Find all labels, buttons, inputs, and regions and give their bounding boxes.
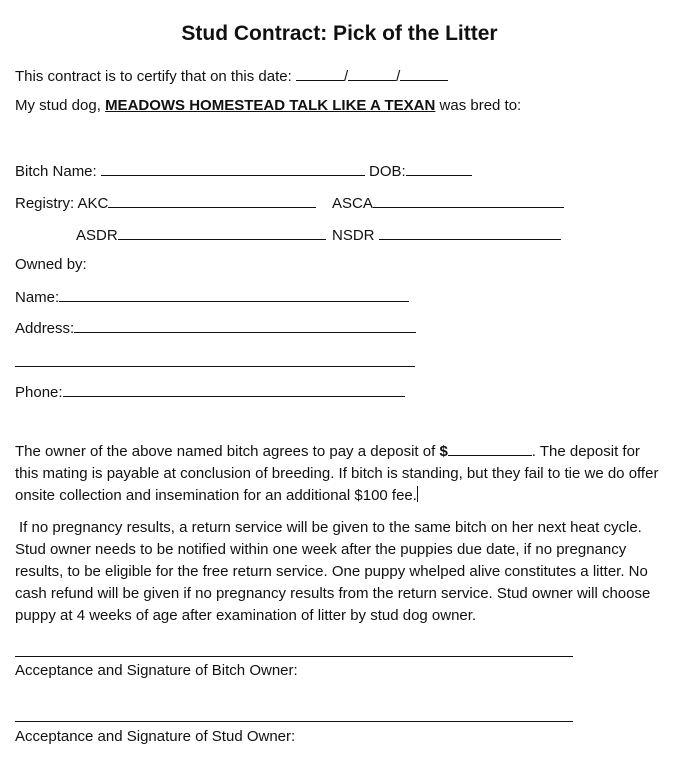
phone-blank[interactable] <box>63 382 405 397</box>
address-blank[interactable] <box>74 318 416 333</box>
date-year-blank[interactable] <box>400 66 448 81</box>
return-service-paragraph: If no pregnancy results, a return service will be given to the same bitch on her next heat cycle. Stud owner needs to be notified within one week after the puppies due date, if no pregnancy results, to be eligible for the free return service. One puppy whelped alive constitutes a litter. No cash refund will be given if no pregnancy results from the return service. Stud owner will choose puppy at 4 weeks of age after examination of litter by stud dog owner. <box>15 519 651 624</box>
date-line <box>15 66 448 86</box>
address-line <box>15 318 416 338</box>
deposit-paragraph <box>15 441 665 507</box>
asca-label: ASCA <box>332 195 373 212</box>
stud-owner-signature-label: Acceptance and Signature of Stud Owner: <box>15 728 296 745</box>
stud-dog-name: MEADOWS HOMESTEAD TALK LIKE A TEXAN <box>105 97 436 114</box>
registry-label: Registry: <box>15 195 75 212</box>
asdr-label: ASDR <box>76 227 118 244</box>
deposit-text-end: . The deposit for this mating is payable at conclusion of breeding. If bitch is standing, but they fail to tie we do offer onsite collection and insemination for an additional $100 fee. <box>15 443 659 504</box>
name-label: Name: <box>15 289 60 306</box>
bitch-name-blank[interactable] <box>101 161 365 176</box>
stud-dog-label: My stud dog, <box>15 97 101 114</box>
stud-dog-line <box>15 97 521 115</box>
date-separator: / <box>396 68 401 85</box>
deposit-amount-blank[interactable] <box>448 441 532 456</box>
nsdr-label: NSDR <box>332 227 375 244</box>
phone-label: Phone: <box>15 384 63 401</box>
deposit-text-start: The owner of the above named bitch agrees to pay a deposit of <box>15 443 436 460</box>
asca-blank[interactable] <box>373 193 564 208</box>
address-label: Address: <box>15 320 75 337</box>
name-line <box>15 287 409 307</box>
registry-line <box>15 193 316 213</box>
text-cursor <box>417 486 418 502</box>
nsdr-blank[interactable] <box>379 225 561 240</box>
bitch-owner-signature-line[interactable] <box>15 656 573 657</box>
owned-by-heading: Owned by: <box>15 256 87 273</box>
akc-label: AKC <box>77 195 109 212</box>
date-day-blank[interactable] <box>348 66 396 81</box>
bitch-name-line <box>15 161 472 181</box>
date-separator: / <box>343 68 349 85</box>
bitch-name-label: Bitch Name: <box>15 163 97 180</box>
date-month-blank[interactable] <box>296 66 344 81</box>
bitch-owner-signature-label: Acceptance and Signature of Bitch Owner: <box>15 662 298 679</box>
date-line-label: This contract is to certify that on this date: <box>15 68 292 85</box>
asca-field <box>332 193 564 213</box>
document-title: Stud Contract: Pick of the Litter <box>181 22 498 45</box>
asdr-blank[interactable] <box>118 225 326 240</box>
akc-blank[interactable] <box>108 193 316 208</box>
dollar-sign: $ <box>439 443 448 460</box>
name-blank[interactable] <box>59 287 409 302</box>
dob-label: DOB: <box>369 163 406 180</box>
asdr-field <box>76 225 326 245</box>
stud-dog-suffix: was bred to: <box>439 97 522 114</box>
dob-blank[interactable] <box>406 161 472 176</box>
address-second-line[interactable] <box>15 366 415 367</box>
phone-line <box>15 382 405 402</box>
nsdr-field <box>332 225 561 245</box>
stud-owner-signature-line[interactable] <box>15 721 573 722</box>
